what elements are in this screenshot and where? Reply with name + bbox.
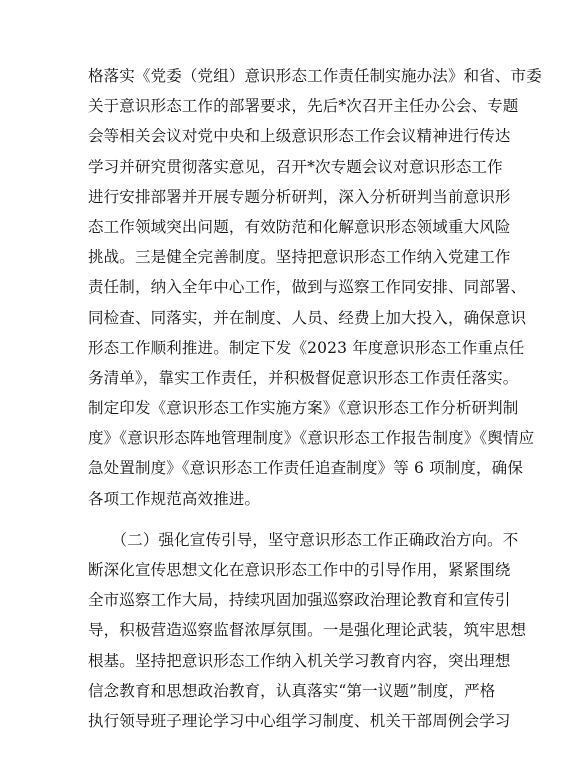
text-line: 根基。坚持把意识形态工作纳入机关学习教育内容，突出理想 — [88, 651, 511, 670]
text-line: 责任制，纳入全年中心工作，做到与巡察工作同安排、同部署、 — [88, 278, 527, 297]
text-line: 形态工作顺利推进。制定下发《2023 年度意识形态工作重点任 — [88, 338, 525, 357]
text-line: 制定印发《意识形态工作实施方案》《意识形态工作分析研判制 — [88, 399, 519, 418]
text-line: （二）强化宣传引导，坚守意识形态工作正确政治方向。不 — [88, 530, 519, 549]
text-line: 度》《意识形态阵地管理制度》《意识形态工作报告制度》《舆情应 — [88, 429, 535, 448]
text-line: 执行领导班子理论学习中心组学习制度、机关干部周例会学习 — [88, 711, 511, 730]
text-line: 关于意识形态工作的部署要求，先后*次召开主任办公会、专题 — [88, 97, 519, 116]
text-line: 同检查、同落实，并在制度、人员、经费上加大投入，确保意识 — [88, 308, 527, 327]
text-line: 进行安排部署并开展专题分析研判，深入分析研判当前意识形 — [88, 187, 511, 206]
text-line: 学习并研究贯彻落实意见，召开*次专题会议对意识形态工作 — [88, 157, 503, 176]
text-line: 挑战。三是健全完善制度。坚持把意识形态工作纳入党建工作 — [88, 248, 511, 267]
text-line: 急处置制度》《意识形态工作责任追查制度》等 6 项制度，确保 — [88, 459, 523, 478]
text-line: 格落实《党委（党组）意识形态工作责任制实施办法》和省、市委 — [88, 67, 542, 85]
text-line: 全市巡察工作大局，持续巩固加强巡察政治理论教育和宣传引 — [88, 591, 511, 610]
text-line: 信念教育和思想政治教育，认真落实“第一议题”制度，严格 — [88, 681, 496, 700]
body-text — [88, 61, 542, 736]
text-line: 断深化宣传思想文化在意识形态工作中的引导作用，紧紧围绕 — [88, 561, 511, 579]
text-line: 态工作领域突出问题，有效防范和化解意识形态领域重大风险 — [88, 217, 511, 236]
text-line: 导，积极营造巡察监督浓厚氛围。一是强化理论武装，筑牢思想 — [88, 621, 527, 640]
text-line: 务清单》，靠实工作责任，并积极督促意识形态工作责任落实。 — [88, 368, 519, 387]
text-line: 会等相关会议对党中央和上级意识形态工作会议精神进行传达 — [88, 127, 511, 146]
text-line: 各项工作规范高效推进。 — [88, 489, 261, 508]
paragraph-gap — [88, 514, 500, 525]
